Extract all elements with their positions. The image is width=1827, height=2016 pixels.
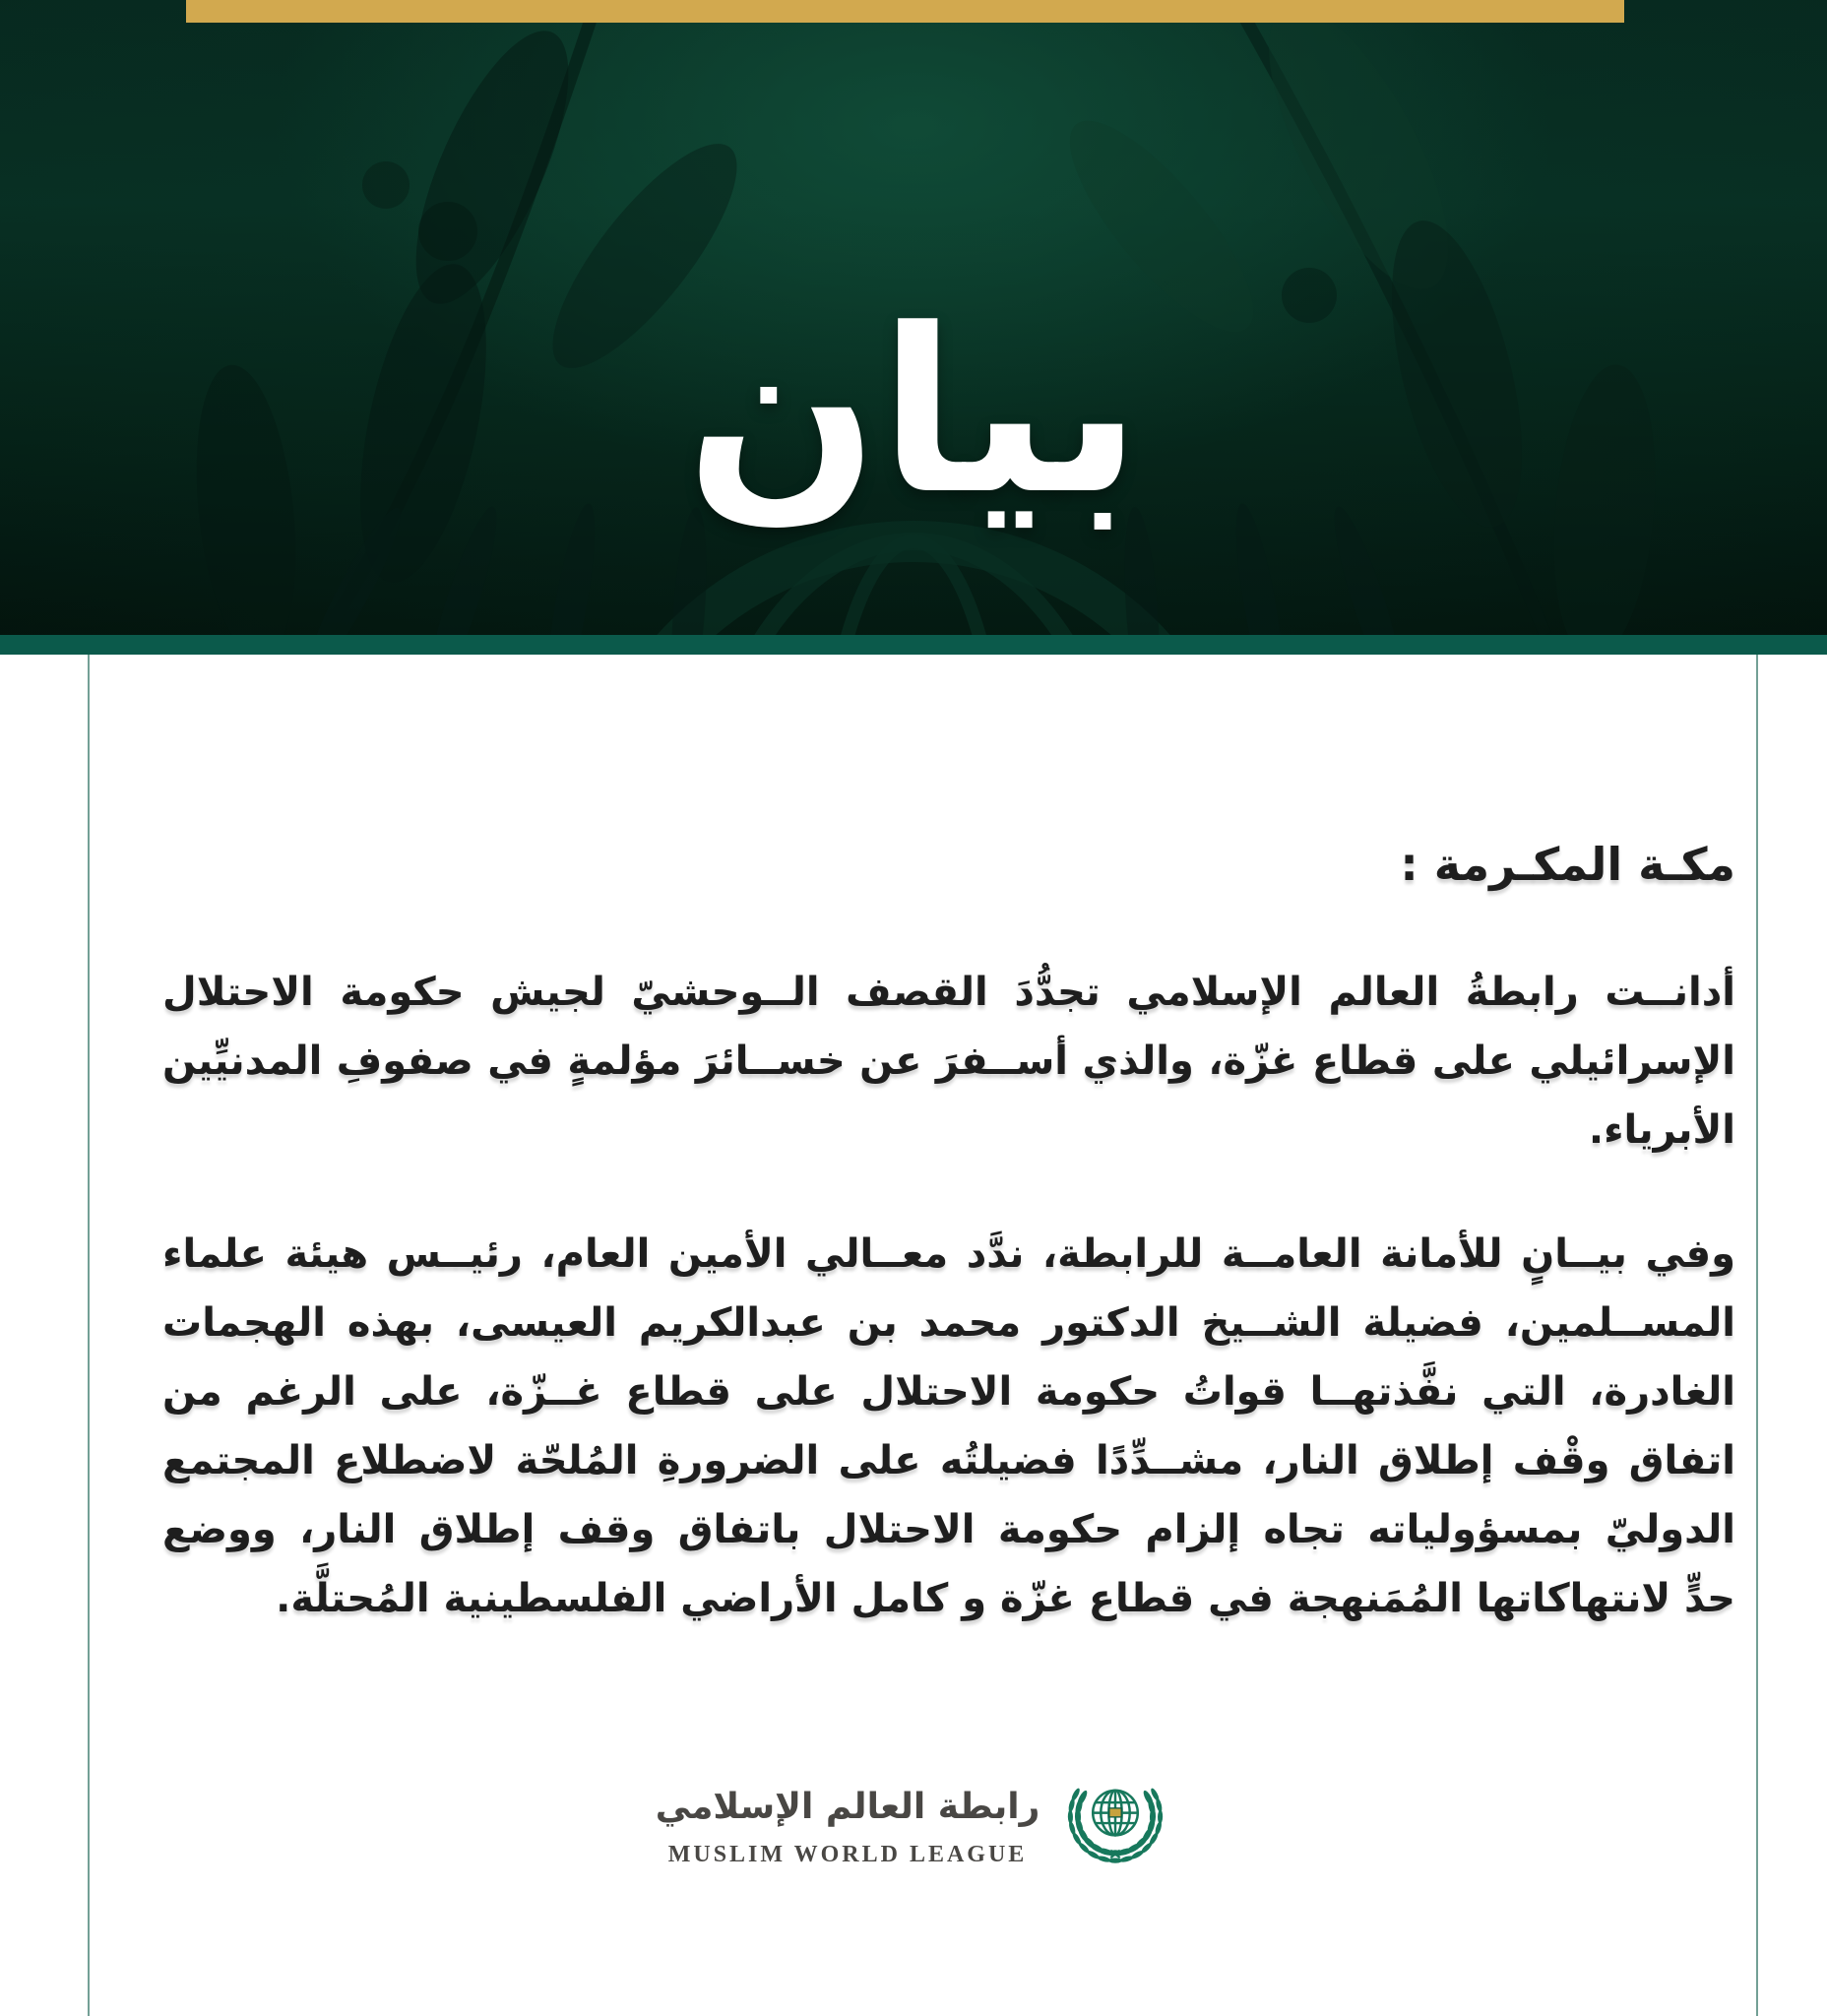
paragraph-2 [162, 1220, 1735, 1633]
paragraph-1 [162, 958, 1735, 1165]
header-banner [0, 0, 1827, 635]
paragraph-line: الإسرائيلي على قطاع غزّة، والذي أســفرَ عن خســائرَ مؤلمةٍ في صفوفِ المدنيِّين [162, 1039, 1735, 1084]
title-wrap [0, 246, 1827, 581]
paragraph-line: المســلمين، فضيلة الشــيخ الدكتور محمد بن عبدالكريم العيسى، بهذه الهجمات [162, 1300, 1735, 1346]
content-area [162, 655, 1735, 1633]
logo-arabic-calligraphy: رابطة العالم الإسلامي [655, 1786, 1040, 1827]
statement-title-calligraphy: بيان [685, 282, 1142, 544]
logo-texts [656, 1781, 1040, 1868]
gold-accent-bar [186, 0, 1624, 23]
paragraph-line: الأبرياء. [1588, 1107, 1735, 1153]
header-bottom-strip [0, 635, 1827, 655]
paragraph-line: وفي بيــانٍ للأمانة العامــة للرابطة، ندَّد معــالي الأمين العام، رئيــس هيئة علماء [162, 1231, 1735, 1277]
paragraph-line: أدانــت رابطةُ العالم الإسلامي تجدُّدَ القصف الــوحشيّ لجيش حكومة الاحتلال [162, 970, 1735, 1015]
mwl-globe-wreath-icon [1059, 1770, 1171, 1878]
paragraph-line: الغادرة، التي نفَّذتهــا قواتُ حكومة الاحتلال على قطاع غــزّة، على الرغم من [162, 1369, 1735, 1415]
paragraph-line: الدوليّ بمسؤولياته تجاه إلزام حكومة الاحتلال باتفاق وقف إطلاق النار، ووضع [162, 1507, 1735, 1552]
paragraph-line: حدٍّ لانتهاكاتها المُمَنهجة في قطاع غزّة و كامل الأراضي الفلسطينية المُحتلَّة. [276, 1576, 1735, 1621]
logo-block [0, 1770, 1827, 1878]
city-heading: مكـة المكـرمة : [1400, 838, 1735, 891]
paragraph-line: اتفاق وقْف إطلاق النار، مشــدِّدًا فضيلتُه على الضرورةِ المُلحّة لاضطلاع المجتمع [162, 1438, 1735, 1483]
kaaba-icon [1109, 1808, 1121, 1817]
mwl-logo [656, 1770, 1172, 1878]
logo-english-wordmark: MUSLIM WORLD LEAGUE [667, 1841, 1028, 1867]
